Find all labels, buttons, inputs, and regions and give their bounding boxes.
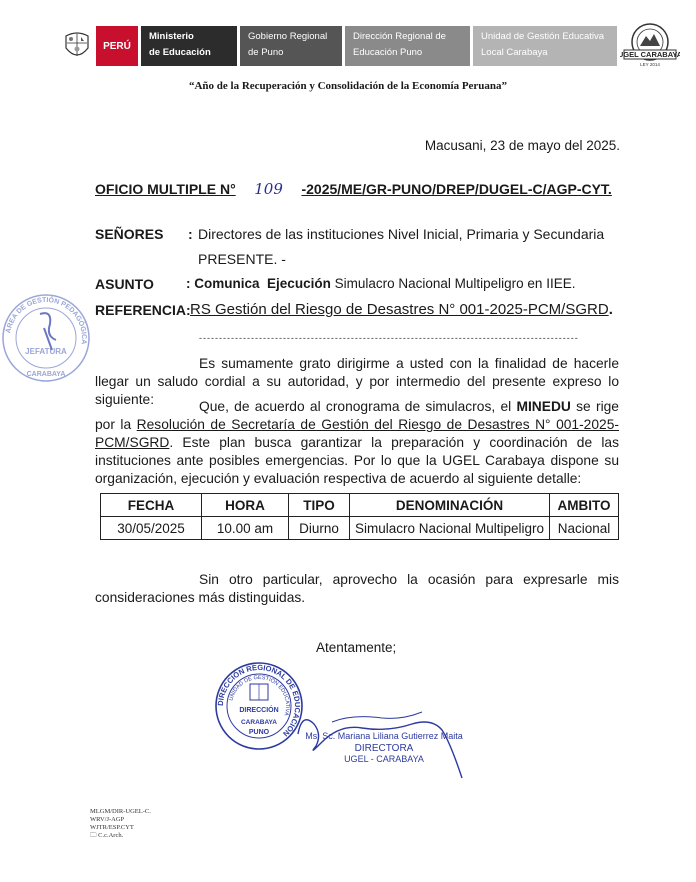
referencia-label: REFERENCIA: xyxy=(95,302,191,318)
table-cell-denominacion: Simulacro Nacional Multipeligro xyxy=(350,517,550,540)
logo-text: UGEL CARABAYA xyxy=(620,50,680,59)
paragraph-closing: Sin otro particular, aprovecho la ocasión para expresarle mis consideraciones más distinguidas. xyxy=(95,572,619,605)
asunto-value: Simulacro Nacional Multipeligro en IIEE. xyxy=(334,276,576,291)
oficio-number-line xyxy=(95,180,612,198)
folder-icon: 🗀 xyxy=(90,832,97,839)
table-cell-fecha: 30/05/2025 xyxy=(101,517,202,540)
peru-coat-of-arms-icon xyxy=(62,30,92,62)
header-box-line2: de Educación xyxy=(149,47,211,58)
table-header-row xyxy=(101,494,619,517)
jefatura-seal-center: JEFATURA xyxy=(25,347,67,356)
footer-references xyxy=(90,808,151,840)
table-header-denominacion: DENOMINACIÓN xyxy=(350,494,550,517)
senores-colon: : xyxy=(188,226,193,242)
asunto-bold-comunica: Comunica xyxy=(194,276,260,291)
para2-part-a: Que, de acuerdo al cronograma de simulacros, el xyxy=(199,399,517,414)
jefatura-seal-ring: ÁREA DE GESTIÓN PEDAGÓGICA xyxy=(5,296,88,345)
asunto-line xyxy=(186,276,575,291)
signature-org: UGEL - CARABAYA xyxy=(344,754,424,764)
direccion-seal-center: DIRECCIÓN xyxy=(239,707,279,714)
direccion-seal-bottom2: PUNO xyxy=(248,729,270,736)
table-header-fecha: FECHA xyxy=(101,494,202,517)
header-box-line1: Unidad de Gestión Educativa xyxy=(481,31,605,42)
senores-label: SEÑORES xyxy=(95,226,164,242)
separator-dashes: ----------------------------------------------------------------------------------------------- xyxy=(199,333,579,343)
oficio-code: -2025/ME/GR-PUNO/DREP/DUGEL-C/AGP-CYT. xyxy=(301,181,612,197)
header-box-ugel xyxy=(473,26,617,66)
header-box-line1: Ministerio xyxy=(149,31,194,42)
referencia-period: . xyxy=(608,301,613,318)
direccion-seal-inner: UNIDAD DE GESTIÓN EDUCATIVA xyxy=(228,674,291,717)
table-header-ambito: AMBITO xyxy=(550,494,619,517)
signature-name: Ms. Sc. Mariana Liliana Gutierrez Maita xyxy=(305,731,463,741)
para2-part-e: . Este plan busca garantizar la preparación y coordinación de las instituciones ante posibles emergencias. Por lo que la UGEL Carabaya dispone su organización, ejecución y evaluación respectiva de acuerdo al siguiente detalle: xyxy=(95,435,619,486)
referencia-value: RS Gestión del Riesgo de Desastres N° 001-2025-PCM/SGRD xyxy=(190,301,609,318)
simulacro-table xyxy=(100,493,619,540)
jefatura-seal-bottom: CARABAYA xyxy=(26,371,66,378)
header-box-drep xyxy=(345,26,470,66)
table-cell-hora: 10.00 am xyxy=(202,517,289,540)
table-header-tipo: TIPO xyxy=(289,494,350,517)
header-box-line1: Dirección Regional de xyxy=(353,31,446,42)
senores-value: Directores de las instituciones Nivel Inicial, Primaria y Secundaria xyxy=(198,226,605,242)
header-box-line2: Educación Puno xyxy=(353,47,423,58)
document-date: Macusani, 23 de mayo del 2025. xyxy=(424,138,620,153)
asunto-bold-ejecucion: Ejecución xyxy=(267,276,331,291)
table-cell-tipo: Diurno xyxy=(289,517,350,540)
presente-text: PRESENTE. - xyxy=(198,251,286,267)
direccion-seal-stamp xyxy=(214,660,304,752)
header-box-minedu xyxy=(141,26,237,66)
table-row xyxy=(101,517,619,540)
ugel-carabaya-logo xyxy=(620,22,680,68)
footer-line: WJTR/ESP.CYT xyxy=(90,824,134,831)
table-cell-ambito: Nacional xyxy=(550,517,619,540)
para2-minedu: MINEDU xyxy=(516,399,571,414)
footer-line: WRV/J-AGP xyxy=(90,816,125,823)
asunto-label: ASUNTO xyxy=(95,276,154,292)
header-box-line1: Gobierno Regional xyxy=(248,31,328,42)
jefatura-seal-stamp xyxy=(0,292,92,384)
header-box-line2: de Puno xyxy=(248,47,284,58)
table-header-hora: HORA xyxy=(202,494,289,517)
header-box-line2: Local Carabaya xyxy=(481,47,548,58)
para2-resolution-ref: Resolución de Secretaría de Gestión del Riesgo de Desastres N° 001-2025-PCM/SGRD xyxy=(95,417,619,450)
footer-line xyxy=(90,832,151,840)
paragraph-greeting: Es sumamente grato dirigirme a usted con la finalidad de hacerle llegar un saludo cordial a su autoridad, y por intermedio del presente expreso lo siguiente: xyxy=(95,356,619,407)
logo-year: LEY 2014 xyxy=(640,62,660,67)
signature-title: DIRECTORA xyxy=(354,743,414,754)
footer-line: MLGM/DIR-UGEL-C. xyxy=(90,808,151,815)
referencia-line xyxy=(190,301,613,318)
oficio-label: OFICIO MULTIPLE N° xyxy=(95,181,236,197)
direccion-seal-ring: DIRECCIÓN REGIONAL DE EDUCACIÓN xyxy=(215,662,303,739)
header-box-gobierno xyxy=(240,26,342,66)
direccion-seal-bottom1: CARABAYA xyxy=(240,719,278,726)
asunto-colon: : xyxy=(186,276,191,291)
peru-label: PERÚ xyxy=(96,26,138,66)
closing-atentamente: Atentamente; xyxy=(316,640,397,655)
para2-part-c: se rige por la xyxy=(95,399,619,432)
oficio-handwritten-number: 109 xyxy=(254,180,283,198)
footer-archive: C.c.Arch. xyxy=(98,832,124,839)
year-motto: “Año de la Recuperación y Consolidación de la Economía Peruana” xyxy=(188,80,508,92)
director-signature-block xyxy=(292,694,472,784)
paragraph-resolution xyxy=(95,398,619,488)
